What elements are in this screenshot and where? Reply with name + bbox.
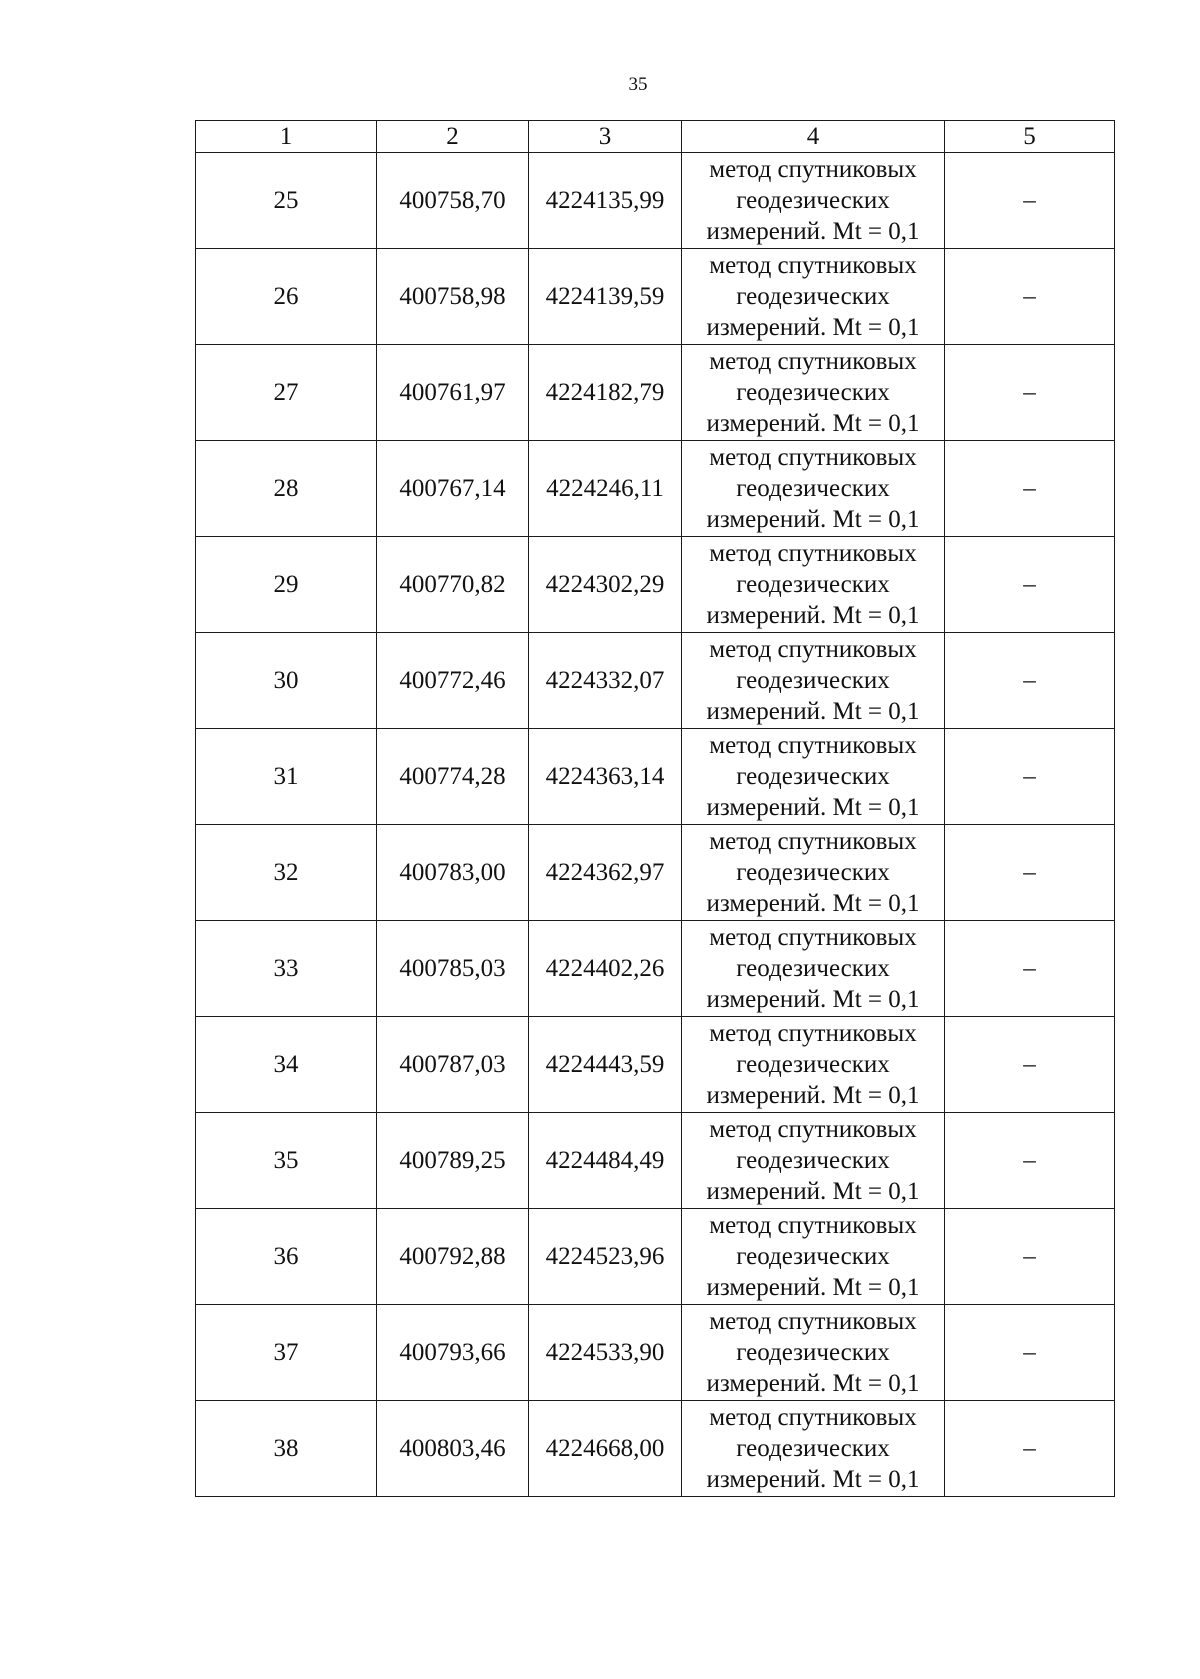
table-row	[196, 441, 1115, 537]
method-line: метод спутниковых	[709, 828, 917, 855]
method-line: геодезических	[736, 955, 890, 982]
method-line: геодезических	[736, 1051, 890, 1078]
method-line: измерений. Mt = 0,1	[706, 1274, 920, 1301]
method-cell	[682, 921, 945, 1017]
method-line: метод спутниковых	[709, 1404, 917, 1431]
method-line: измерений. Mt = 0,1	[706, 1370, 920, 1397]
table-row	[196, 921, 1115, 1017]
point-number-cell: 26	[196, 249, 377, 345]
x-coordinate-cell: 400785,03	[377, 921, 529, 1017]
point-number-cell: 38	[196, 1401, 377, 1497]
method-line: измерений. Mt = 0,1	[706, 506, 920, 533]
method-line: геодезических	[736, 1339, 890, 1366]
method-line: метод спутниковых	[709, 924, 917, 951]
y-coordinate-cell: 4224246,11	[529, 441, 682, 537]
table-row	[196, 825, 1115, 921]
method-cell	[682, 153, 945, 249]
method-line: измерений. Mt = 0,1	[706, 602, 920, 629]
y-coordinate-cell: 4224402,26	[529, 921, 682, 1017]
point-number-cell: 32	[196, 825, 377, 921]
method-line: геодезических	[736, 283, 890, 310]
header-cell-4: 4	[682, 121, 945, 153]
method-line: метод спутниковых	[709, 1116, 917, 1143]
description-cell: –	[945, 1017, 1115, 1113]
method-cell	[682, 1113, 945, 1209]
method-line: геодезических	[736, 379, 890, 406]
method-cell	[682, 1017, 945, 1113]
description-cell: –	[945, 825, 1115, 921]
method-line: измерений. Mt = 0,1	[706, 794, 920, 821]
method-line: геодезических	[736, 475, 890, 502]
table-row	[196, 345, 1115, 441]
x-coordinate-cell: 400783,00	[377, 825, 529, 921]
description-cell: –	[945, 537, 1115, 633]
method-line: геодезических	[736, 1147, 890, 1174]
method-line: геодезических	[736, 1435, 890, 1462]
x-coordinate-cell: 400793,66	[377, 1305, 529, 1401]
description-cell: –	[945, 1113, 1115, 1209]
method-cell	[682, 825, 945, 921]
header-cell-5: 5	[945, 121, 1115, 153]
point-number-cell: 33	[196, 921, 377, 1017]
method-line: измерений. Mt = 0,1	[706, 1466, 920, 1493]
method-line: метод спутниковых	[709, 1020, 917, 1047]
x-coordinate-cell: 400761,97	[377, 345, 529, 441]
header-cell-1: 1	[196, 121, 377, 153]
method-line: измерений. Mt = 0,1	[706, 218, 920, 245]
y-coordinate-cell: 4224302,29	[529, 537, 682, 633]
header-row	[196, 121, 1115, 153]
coordinates-table	[195, 120, 1115, 1497]
y-coordinate-cell: 4224443,59	[529, 1017, 682, 1113]
description-cell: –	[945, 729, 1115, 825]
method-line: метод спутниковых	[709, 1308, 917, 1335]
description-cell: –	[945, 1209, 1115, 1305]
method-cell	[682, 1401, 945, 1497]
method-cell	[682, 441, 945, 537]
table-row	[196, 729, 1115, 825]
x-coordinate-cell: 400789,25	[377, 1113, 529, 1209]
description-cell: –	[945, 1305, 1115, 1401]
y-coordinate-cell: 4224182,79	[529, 345, 682, 441]
point-number-cell: 35	[196, 1113, 377, 1209]
table-row	[196, 1113, 1115, 1209]
method-cell	[682, 249, 945, 345]
table-row	[196, 537, 1115, 633]
method-line: измерений. Mt = 0,1	[706, 1082, 920, 1109]
y-coordinate-cell: 4224363,14	[529, 729, 682, 825]
x-coordinate-cell: 400787,03	[377, 1017, 529, 1113]
page-number: 35	[628, 74, 648, 95]
table-row	[196, 249, 1115, 345]
point-number-cell: 25	[196, 153, 377, 249]
method-cell	[682, 1209, 945, 1305]
description-cell: –	[945, 249, 1115, 345]
x-coordinate-cell: 400772,46	[377, 633, 529, 729]
method-line: метод спутниковых	[709, 444, 917, 471]
y-coordinate-cell: 4224362,97	[529, 825, 682, 921]
x-coordinate-cell: 400803,46	[377, 1401, 529, 1497]
method-line: метод спутниковых	[709, 1212, 917, 1239]
method-cell	[682, 345, 945, 441]
method-line: измерений. Mt = 0,1	[706, 1178, 920, 1205]
method-line: измерений. Mt = 0,1	[706, 890, 920, 917]
method-cell	[682, 1305, 945, 1401]
point-number-cell: 30	[196, 633, 377, 729]
table-row	[196, 633, 1115, 729]
method-line: измерений. Mt = 0,1	[706, 314, 920, 341]
method-line: метод спутниковых	[709, 732, 917, 759]
description-cell: –	[945, 633, 1115, 729]
y-coordinate-cell: 4224135,99	[529, 153, 682, 249]
method-line: метод спутниковых	[709, 540, 917, 567]
y-coordinate-cell: 4224139,59	[529, 249, 682, 345]
description-cell: –	[945, 345, 1115, 441]
point-number-cell: 37	[196, 1305, 377, 1401]
y-coordinate-cell: 4224533,90	[529, 1305, 682, 1401]
x-coordinate-cell: 400774,28	[377, 729, 529, 825]
method-line: измерений. Mt = 0,1	[706, 410, 920, 437]
description-cell: –	[945, 921, 1115, 1017]
table-body	[196, 153, 1115, 1497]
x-coordinate-cell: 400792,88	[377, 1209, 529, 1305]
x-coordinate-cell: 400758,98	[377, 249, 529, 345]
y-coordinate-cell: 4224523,96	[529, 1209, 682, 1305]
table-row	[196, 1305, 1115, 1401]
method-line: геодезических	[736, 763, 890, 790]
method-line: метод спутниковых	[709, 156, 917, 183]
method-cell	[682, 633, 945, 729]
table-row	[196, 1401, 1115, 1497]
method-line: геодезических	[736, 571, 890, 598]
header-cell-2: 2	[377, 121, 529, 153]
point-number-cell: 31	[196, 729, 377, 825]
x-coordinate-cell: 400767,14	[377, 441, 529, 537]
point-number-cell: 34	[196, 1017, 377, 1113]
method-line: измерений. Mt = 0,1	[706, 698, 920, 725]
point-number-cell: 29	[196, 537, 377, 633]
method-line: метод спутниковых	[709, 252, 917, 279]
method-line: геодезических	[736, 667, 890, 694]
method-line: метод спутниковых	[709, 636, 917, 663]
method-line: измерений. Mt = 0,1	[706, 986, 920, 1013]
method-cell	[682, 729, 945, 825]
x-coordinate-cell: 400770,82	[377, 537, 529, 633]
point-number-cell: 36	[196, 1209, 377, 1305]
point-number-cell: 28	[196, 441, 377, 537]
y-coordinate-cell: 4224668,00	[529, 1401, 682, 1497]
y-coordinate-cell: 4224332,07	[529, 633, 682, 729]
table-row	[196, 1017, 1115, 1113]
description-cell: –	[945, 441, 1115, 537]
point-number-cell: 27	[196, 345, 377, 441]
method-line: геодезических	[736, 187, 890, 214]
header-cell-3: 3	[529, 121, 682, 153]
y-coordinate-cell: 4224484,49	[529, 1113, 682, 1209]
table-row	[196, 1209, 1115, 1305]
description-cell: –	[945, 153, 1115, 249]
description-cell: –	[945, 1401, 1115, 1497]
table-row	[196, 153, 1115, 249]
method-line: метод спутниковых	[709, 348, 917, 375]
method-line: геодезических	[736, 859, 890, 886]
method-cell	[682, 537, 945, 633]
x-coordinate-cell: 400758,70	[377, 153, 529, 249]
method-line: геодезических	[736, 1243, 890, 1270]
